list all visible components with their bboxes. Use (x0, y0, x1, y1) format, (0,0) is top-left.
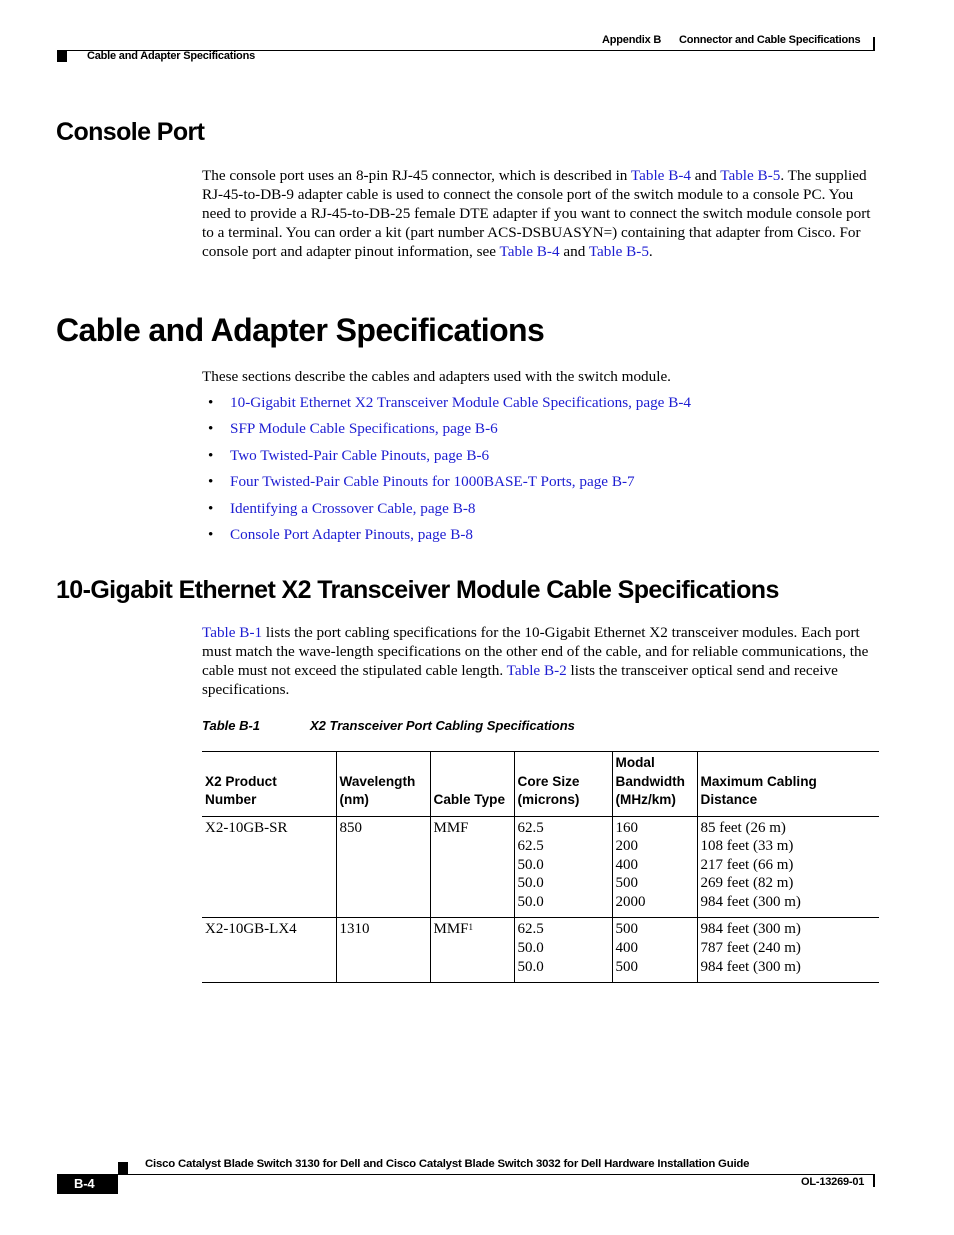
col-header-distance: Maximum Cabling Distance (697, 752, 879, 817)
console-text-and: and (691, 167, 721, 184)
table-row (202, 918, 879, 983)
bullet-glyph: • (208, 394, 214, 411)
link-table-b4-2[interactable]: Table B-4 (499, 242, 560, 260)
cell-core-size: 62.5 62.5 50.0 50.0 50.0 (514, 816, 612, 918)
cell-bandwidth: 500 400 500 (612, 918, 697, 983)
header-block (57, 51, 67, 62)
cable-section-intro: These sections describe the cables and adapters used with the switch module. (202, 368, 671, 385)
bullet-glyph: • (208, 525, 214, 543)
footnote-marker: 1 (468, 922, 474, 933)
section-link-list (202, 394, 691, 552)
col-header-wavelength: Wavelength (nm) (336, 752, 430, 817)
header-appendix: Appendix B (602, 34, 662, 46)
list-item (202, 526, 691, 552)
console-text-end: . (648, 242, 653, 260)
link-x2-cable-specs[interactable]: 10-Gigabit Ethernet X2 Transceiver Module Cable Specifications, page B-4 (230, 394, 692, 411)
link-console-adapter-pinouts[interactable]: Console Port Adapter Pinouts, page B-8 (230, 525, 473, 543)
link-table-b4[interactable]: Table B-4 (630, 167, 691, 184)
footer-rule (57, 1174, 875, 1175)
footer-title: Cisco Catalyst Blade Switch 3130 for Dell and Cisco Catalyst Blade Switch 3032 for Dell Hardware Installation Guide (145, 1158, 750, 1170)
cell-cable-type: MMF$^1$ (430, 918, 514, 983)
table-caption-label: Table B-1 (202, 718, 261, 733)
bullet-glyph: • (208, 420, 214, 438)
footer-page-number: B-4 (74, 1176, 95, 1191)
x2-section-paragraph (202, 624, 878, 700)
table-row (202, 816, 879, 918)
link-table-b2[interactable]: Table B-2 (506, 661, 567, 679)
list-item (202, 500, 691, 526)
link-two-twisted-pair[interactable]: Two Twisted-Pair Cable Pinouts, page B-6 (230, 446, 490, 464)
col-header-core-size: Core Size (microns) (514, 752, 612, 817)
console-port-heading: Console Port (56, 118, 205, 146)
link-sfp-cable-specs[interactable]: SFP Module Cable Specifications, page B-6 (230, 420, 498, 438)
col-header-cable-type: Cable Type (430, 752, 514, 817)
col-header-bandwidth: Modal Bandwidth (MHz/km) (612, 752, 697, 817)
cell-product: X2-10GB-SR (202, 816, 336, 918)
link-crossover-cable[interactable]: Identifying a Crossover Cable, page B-8 (230, 499, 476, 517)
cell-distance: 984 feet (300 m) 787 feet (240 m) 984 feet (300 m) (697, 918, 879, 983)
cell-distance: 85 feet (26 m) 108 feet (33 m) 217 feet (66 m) 269 feet (82 m) 984 feet (300 m) (697, 816, 879, 918)
header-chapter: Connector and Cable Specifications (679, 34, 861, 46)
list-item (202, 420, 691, 446)
console-text-2: . The supplied RJ-45-to-DB-9 adapter cable is used to connect the console port of the switch module to a console PC. You need to provide a RJ-45-to-DB-25 female DTE adapter if you want to connect the switch module console port to a terminal. You can order a kit (part number ACS-DSBUASYN=) containing that adapter from Cisco. For console port and adapter pinout information, see (202, 167, 871, 260)
cell-product: X2-10GB-LX4 (202, 918, 336, 983)
list-item (202, 473, 691, 499)
link-table-b5[interactable]: Table B-5 (720, 167, 781, 184)
link-four-twisted-pair[interactable]: Four Twisted-Pair Cable Pinouts for 1000BASE-T Ports, page B-7 (230, 473, 635, 491)
x2-section-heading: 10-Gigabit Ethernet X2 Transceiver Module Cable Specifications (56, 576, 779, 604)
console-port-paragraph (202, 167, 878, 262)
bullet-glyph: • (208, 473, 214, 491)
console-text-and-2: and (559, 242, 589, 260)
x2-text-1: lists the port cabling specifications for the 10-Gigabit Ethernet X2 transceiver modules. Each port must match the wave-length specifications on the other end of the cable, and for reliable communications, the cable must not exceed the stipulated cable length. (202, 624, 869, 679)
footer-tick (873, 1175, 875, 1187)
col-header-product: X2 Product Number (202, 752, 336, 817)
footer-block-small (118, 1162, 128, 1174)
header-tick (873, 37, 875, 51)
footer-doc-id: OL-13269-01 (801, 1176, 865, 1188)
bullet-glyph: • (208, 446, 214, 464)
table-header-row (202, 752, 879, 817)
cell-bandwidth: 160 200 400 500 2000 (612, 816, 697, 918)
bullet-glyph: • (208, 499, 214, 517)
console-text-1: The console port uses an 8-pin RJ-45 connector, which is described in (202, 167, 631, 184)
cell-wavelength: 1310 (336, 918, 430, 983)
x2-cabling-table (202, 751, 879, 983)
cell-cable-type: MMF (430, 816, 514, 918)
link-table-b1[interactable]: Table B-1 (202, 624, 263, 641)
x2-text-2: lists the transceiver optical send and receive specifications. (202, 661, 838, 698)
cable-section-heading: Cable and Adapter Specifications (56, 312, 545, 348)
link-table-b5-2[interactable]: Table B-5 (588, 242, 649, 260)
list-item (202, 394, 691, 420)
cell-core-size: 62.5 50.0 50.0 (514, 918, 612, 983)
cell-wavelength: 850 (336, 816, 430, 918)
list-item (202, 447, 691, 473)
table-caption-title: X2 Transceiver Port Cabling Specifications (310, 718, 575, 733)
header-section: Cable and Adapter Specifications (87, 50, 256, 62)
